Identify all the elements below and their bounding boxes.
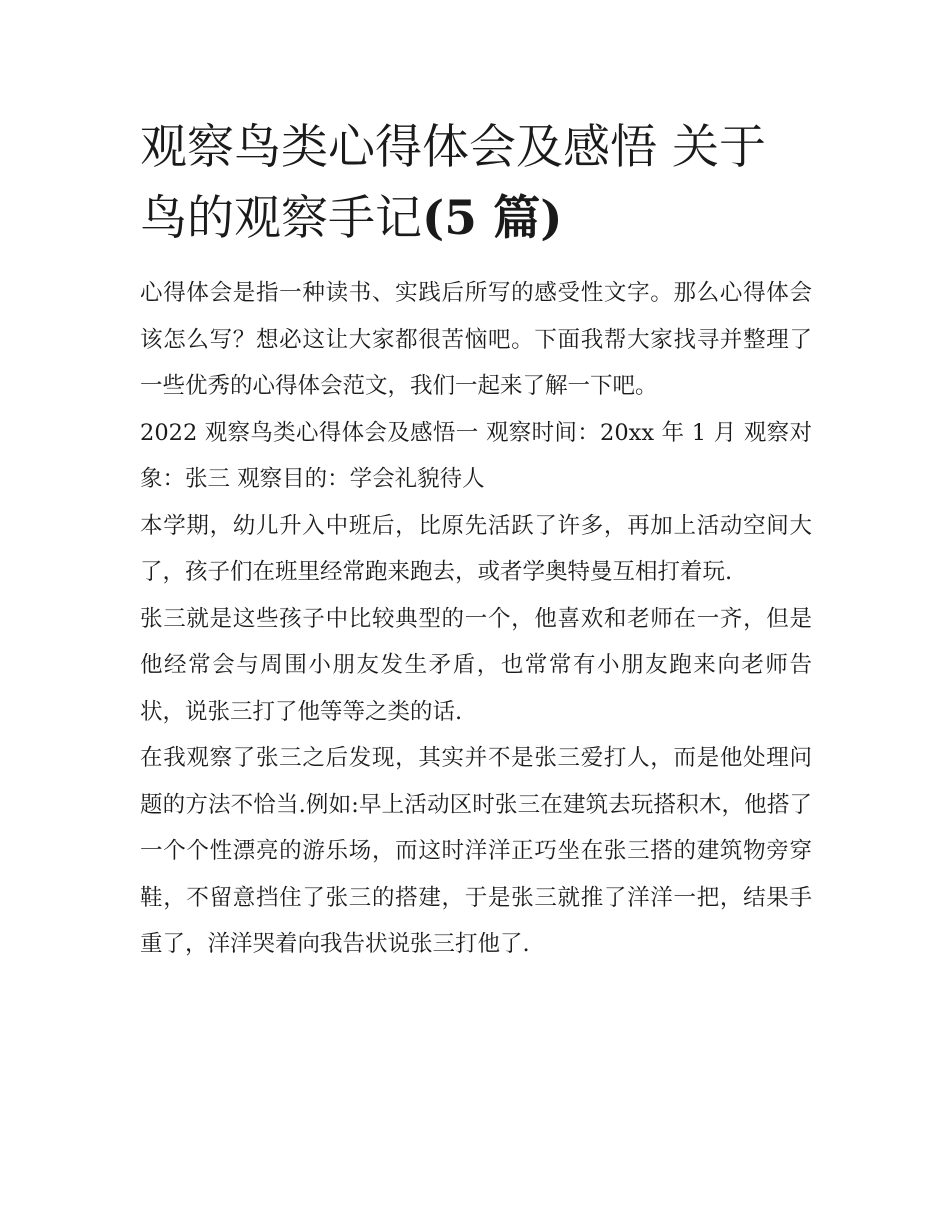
document-page [140,112,812,968]
paragraph-intro: 心得体会是指一种读书、实践后所写的感受性文字。那么心得体会该怎么写？想必这让大家都很苦恼吧。下面我帮大家找寻并整理了一些优秀的心得体会范文，我们一起来了解一下吧。 [140,280,812,399]
document-body [140,270,812,968]
title-text: 观察鸟类心得体会及感悟 关于鸟的观察手记 [140,120,766,246]
paragraph-analysis: 在我观察了张三之后发现，其实并不是张三爱打人，而是他处理问题的方法不恰当.例如:早上活动区时张三在建筑去玩搭积木，他搭了一个个性漂亮的游乐场，而这时洋洋正巧坐在张三搭的建筑物旁穿鞋，不留意挡住了张三的搭建，于是张三就推了洋洋一把，结果手重了，洋洋哭着向我告状说张三打他了. [140,745,812,957]
title-suffix: (5 篇) [422,191,563,246]
paragraph-background: 本学期，幼儿升入中班后，比原先活跃了许多，再加上活动空间大了，孩子们在班里经常跑来跑去，或者学奥特曼互相打着玩. [140,512,812,585]
document-title [140,112,812,254]
paragraph-observation-info: 2022 观察鸟类心得体会及感悟一 观察时间：20xx 年 1 月 观察对象：张三 观察目的：学会礼貌待人 [140,419,812,492]
paragraph-subject: 张三就是这些孩子中比较典型的一个，他喜欢和老师在一齐，但是他经常会与周围小朋友发生矛盾，也常常有小朋友跑来向老师告状，说张三打了他等等之类的话. [140,605,812,725]
